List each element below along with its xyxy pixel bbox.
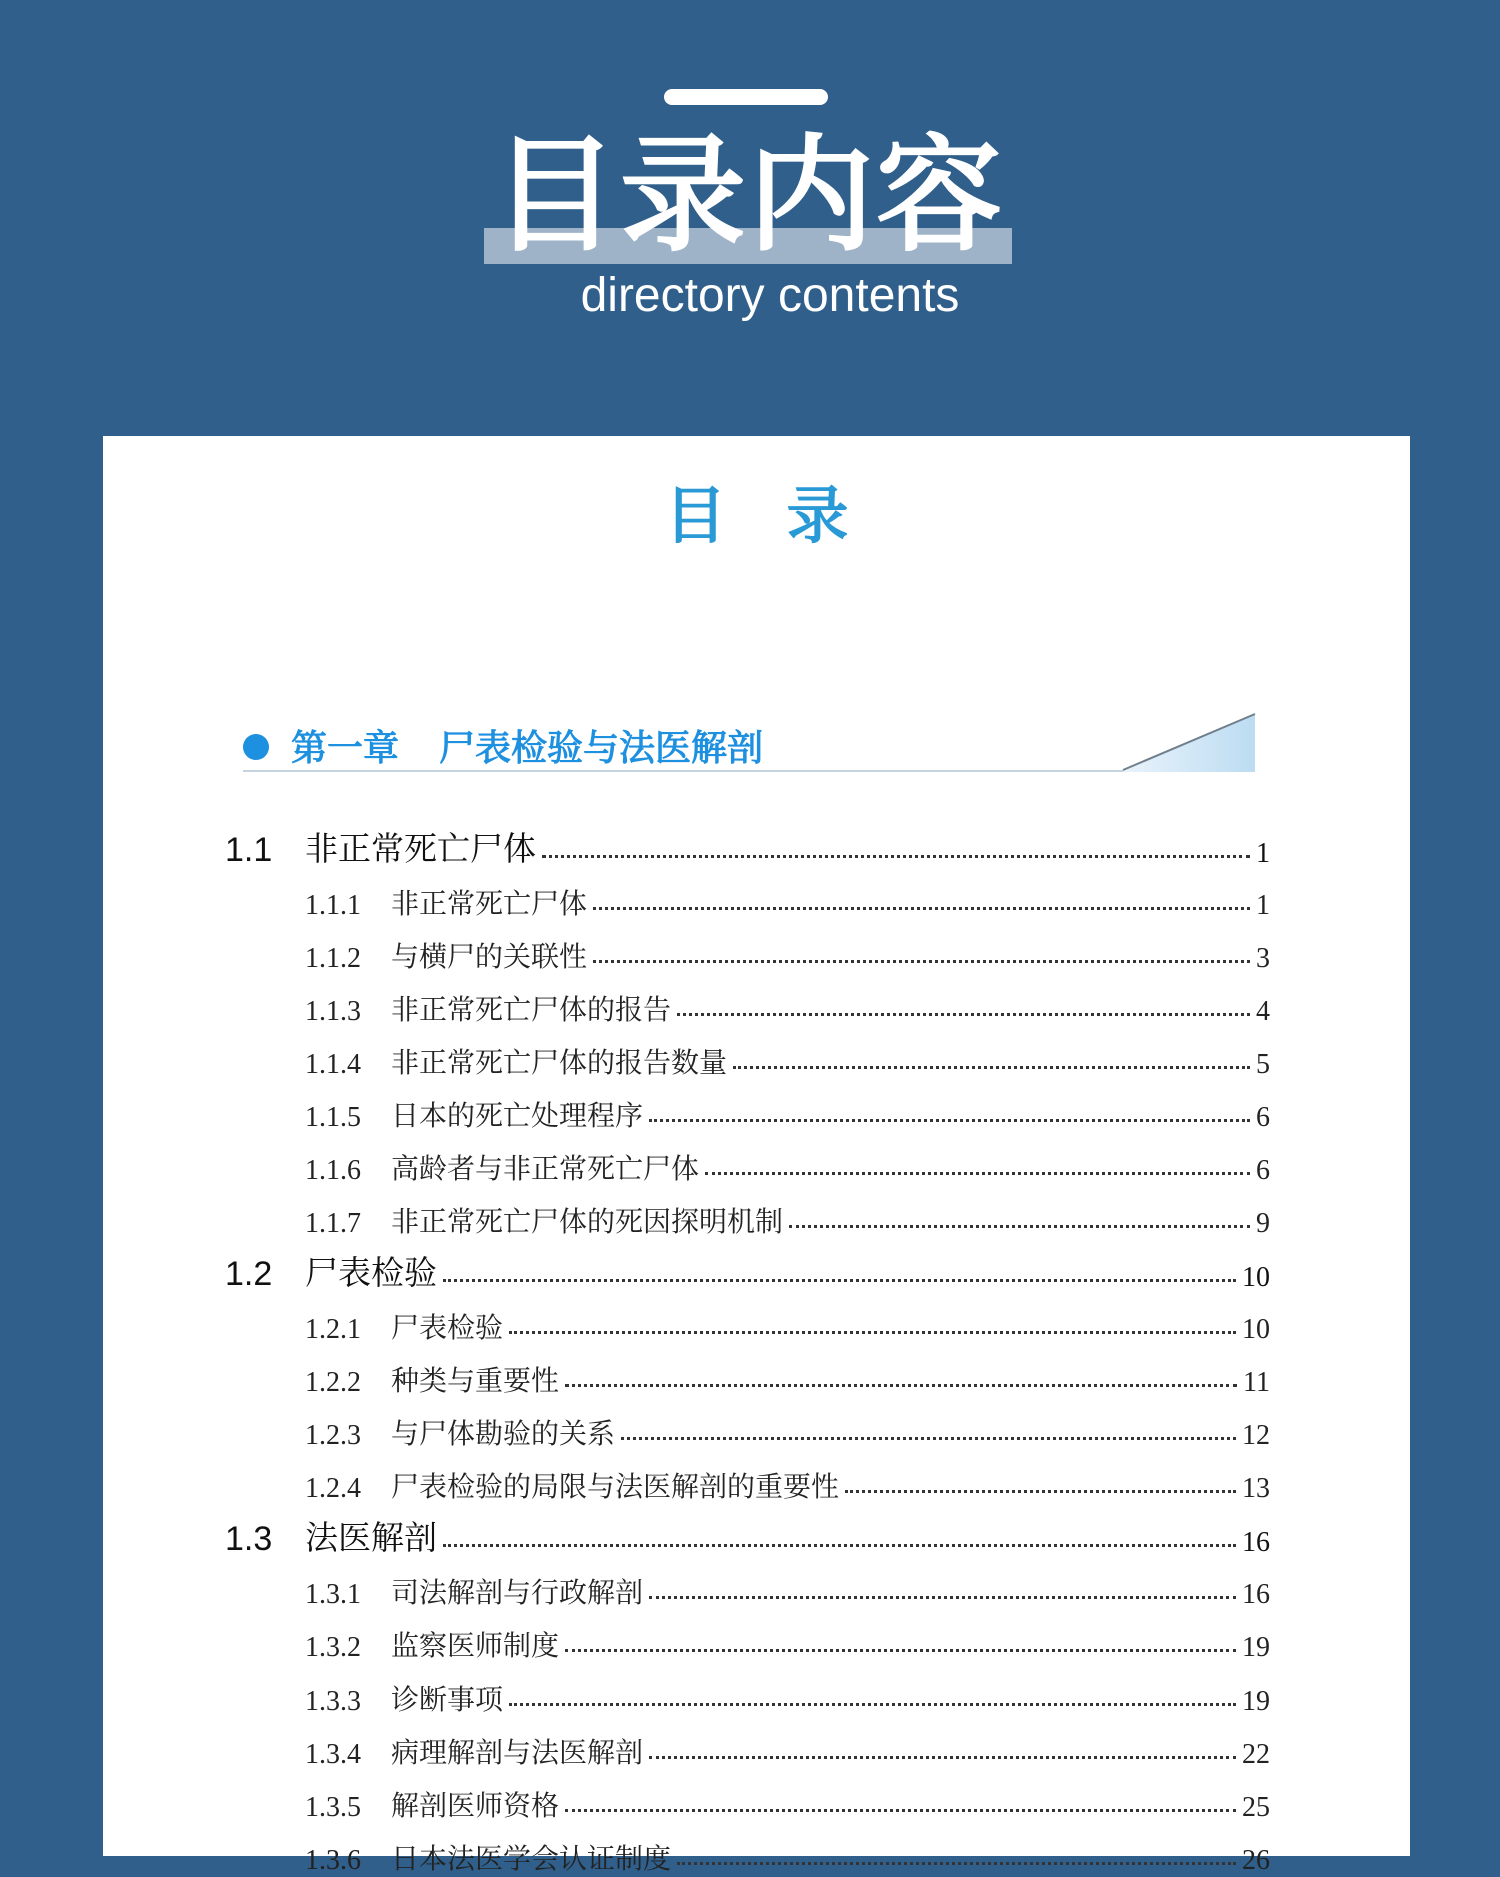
toc-entry-title: 非正常死亡尸体	[305, 829, 536, 868]
toc-entry-title: 非正常死亡尸体的报告数量	[391, 1046, 728, 1079]
toc-entry-number: 1.3.4	[305, 1739, 361, 1770]
toc-entry-title: 种类与重要性	[391, 1364, 560, 1397]
toc-entry-number: 1.1	[225, 831, 273, 869]
toc-entry-number: 1.1.7	[305, 1208, 361, 1239]
toc-entry-number: 1.3.1	[305, 1579, 361, 1610]
toc-page-number: 12	[1242, 1420, 1270, 1451]
toc-subsection-row	[305, 927, 1270, 975]
toc-entry-number: 1.2.1	[305, 1314, 361, 1345]
bullet-dot-icon	[243, 734, 269, 760]
dot-leader	[509, 1331, 1236, 1334]
toc-page-number: 19	[1242, 1632, 1270, 1663]
toc-section-row	[225, 1246, 1270, 1294]
toc-page-number: 4	[1256, 996, 1270, 1027]
toc-page-number: 19	[1242, 1686, 1270, 1717]
toc-subsection-row	[305, 1723, 1270, 1771]
toc-entry-title: 诊断事项	[391, 1683, 504, 1716]
dot-leader	[443, 1544, 1236, 1547]
dot-leader	[677, 1013, 1250, 1016]
toc-entry-title: 尸表检验	[391, 1311, 504, 1344]
toc-page-number: 1	[1256, 890, 1270, 921]
toc-entry-title: 监察医师制度	[391, 1629, 560, 1662]
dot-leader	[542, 855, 1250, 858]
dot-leader	[593, 960, 1250, 963]
toc-entry-number: 1.2	[225, 1255, 273, 1293]
toc-page-number: 3	[1256, 943, 1270, 974]
toc-page-number: 25	[1242, 1792, 1270, 1823]
toc-page-number: 9	[1256, 1208, 1270, 1239]
dot-leader	[443, 1279, 1236, 1282]
toc-page	[103, 436, 1410, 1876]
toc-entry-title: 非正常死亡尸体的报告	[391, 993, 672, 1026]
banner-subtitle: directory contents	[580, 269, 960, 322]
dot-leader	[621, 1437, 1236, 1440]
toc-page-number: 13	[1242, 1473, 1270, 1504]
toc-subsection-row	[305, 1033, 1270, 1081]
toc-entry-title: 尸表检验的局限与法医解剖的重要性	[391, 1470, 840, 1503]
toc-page-number: 11	[1243, 1367, 1270, 1398]
toc-subsection-row	[305, 1404, 1270, 1452]
toc-subsection-row	[305, 1616, 1270, 1664]
toc-entry-title: 与横尸的关联性	[391, 940, 588, 973]
toc-entry-title: 与尸体勘验的关系	[391, 1417, 616, 1450]
toc-entry-number: 1.1.6	[305, 1155, 361, 1186]
toc-entry-number: 1.3.5	[305, 1792, 361, 1823]
toc-entry-title: 解剖医师资格	[391, 1789, 560, 1822]
dot-leader	[649, 1596, 1236, 1599]
toc-page-number: 16	[1242, 1579, 1270, 1610]
toc-subsection-row	[305, 1086, 1270, 1134]
toc-entry-number: 1.2.3	[305, 1420, 361, 1451]
header-banner	[0, 0, 1500, 436]
toc-entry-title: 非正常死亡尸体的死因探明机制	[391, 1205, 784, 1238]
dot-leader	[733, 1066, 1250, 1069]
toc-subsection-row	[305, 1298, 1270, 1346]
toc-subsection-row	[305, 1192, 1270, 1240]
toc-entry-title: 日本法医学会认证制度	[391, 1842, 672, 1875]
toc-entry-number: 1.1.2	[305, 943, 361, 974]
toc-entry-number: 1.1.4	[305, 1049, 361, 1080]
toc-entry-number: 1.1.5	[305, 1102, 361, 1133]
toc-entry-number: 1.3.3	[305, 1686, 361, 1717]
toc-entry-title: 病理解剖与法医解剖	[391, 1736, 644, 1769]
toc-entry-number: 1.1.1	[305, 890, 361, 921]
chapter-number: 第一章	[291, 728, 400, 769]
toc-section-row	[225, 1511, 1270, 1559]
toc-entry-number: 1.3.2	[305, 1632, 361, 1663]
toc-entry-title: 非正常死亡尸体	[391, 887, 588, 920]
toc-subsection-row	[305, 980, 1270, 1028]
chapter-underline	[243, 770, 1255, 772]
toc-subsection-row	[305, 1670, 1270, 1718]
toc-entry-title: 日本的死亡处理程序	[391, 1099, 644, 1132]
dot-leader	[649, 1119, 1250, 1122]
toc-section-row	[225, 822, 1270, 870]
toc-entry-title: 司法解剖与行政解剖	[391, 1576, 644, 1609]
toc-page-number: 10	[1242, 1262, 1270, 1293]
toc-subsection-row	[305, 1351, 1270, 1399]
banner-title: 目录内容	[492, 122, 1004, 269]
dot-leader	[649, 1756, 1236, 1759]
toc-entry-number: 1.1.3	[305, 996, 361, 1027]
dot-leader	[789, 1225, 1250, 1228]
toc-page-number: 10	[1242, 1314, 1270, 1345]
dot-leader	[565, 1649, 1236, 1652]
toc-subsection-row	[305, 874, 1270, 922]
toc-subsection-row	[305, 1829, 1270, 1877]
chapter-ramp-decoration	[1123, 712, 1255, 774]
toc-entry-title: 高龄者与非正常死亡尸体	[391, 1152, 700, 1185]
toc-page-number: 1	[1256, 838, 1270, 869]
dot-leader	[593, 907, 1250, 910]
toc-subsection-row	[305, 1139, 1270, 1187]
toc-page-number: 22	[1242, 1739, 1270, 1770]
toc-page-number: 26	[1242, 1845, 1270, 1876]
toc-subsection-row	[305, 1563, 1270, 1611]
toc-entry-title: 尸表检验	[305, 1253, 437, 1292]
dot-leader	[565, 1384, 1237, 1387]
toc-page-number: 6	[1256, 1155, 1270, 1186]
dot-leader	[705, 1172, 1250, 1175]
dot-leader	[565, 1809, 1236, 1812]
toc-subsection-row	[305, 1457, 1270, 1505]
toc-page-number: 16	[1242, 1527, 1270, 1558]
toc-subsection-row	[305, 1776, 1270, 1824]
toc-entry-number: 1.3	[225, 1520, 273, 1558]
dot-leader	[677, 1862, 1236, 1865]
toc-entry-number: 1.2.2	[305, 1367, 361, 1398]
dot-leader	[509, 1703, 1236, 1706]
toc-entry-number: 1.3.6	[305, 1845, 361, 1876]
toc-entry-number: 1.2.4	[305, 1473, 361, 1504]
chapter-header	[243, 712, 1255, 774]
decorative-bar	[664, 89, 828, 105]
dot-leader	[845, 1490, 1236, 1493]
toc-entry-title: 法医解剖	[305, 1518, 437, 1557]
chapter-title	[291, 720, 763, 771]
page-heading: 目录	[664, 479, 909, 552]
toc-page-number: 6	[1256, 1102, 1270, 1133]
toc-page-number: 5	[1256, 1049, 1270, 1080]
chapter-name: 尸表检验与法医解剖	[439, 728, 764, 769]
